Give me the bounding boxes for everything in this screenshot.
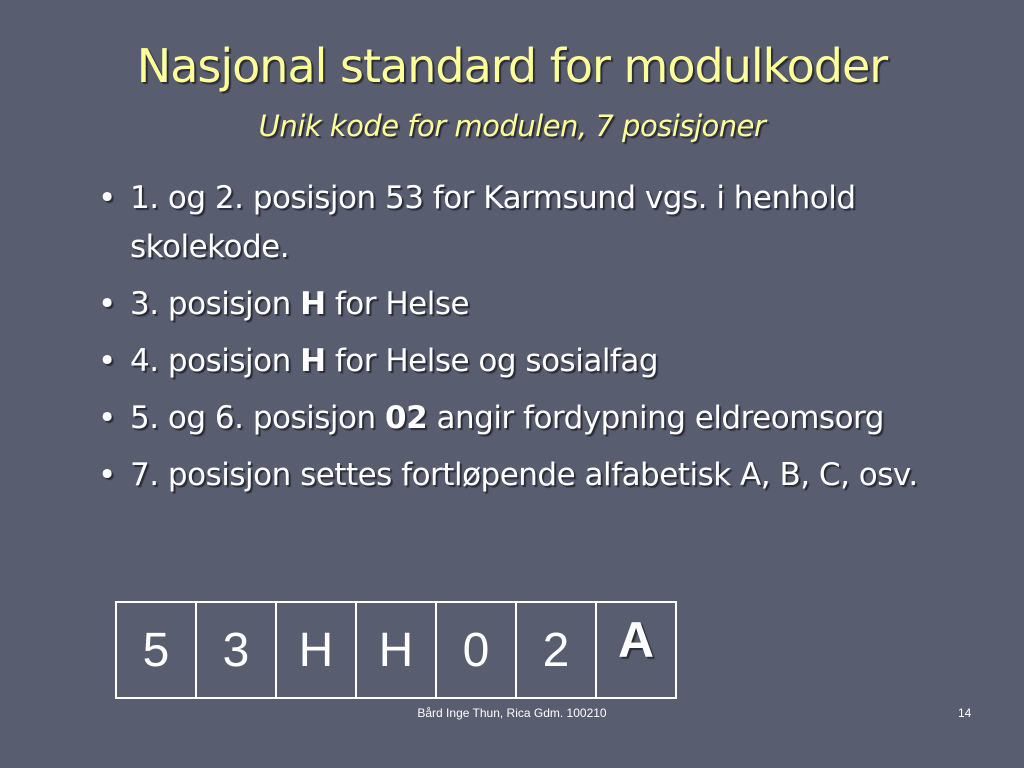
bullet-list bbox=[96, 174, 956, 508]
bullet-text: 4. posisjon bbox=[130, 343, 301, 379]
bullet-text: 1. og 2. posisjon 53 for Karmsund vgs. i henhold skolekode. bbox=[130, 180, 856, 265]
code-cell-3: H bbox=[276, 602, 356, 698]
page-number: 14 bbox=[958, 706, 972, 720]
bullet-text: for Helse og sosialfag bbox=[325, 343, 659, 379]
bullet-icon: • bbox=[98, 286, 116, 322]
bullet-text: 3. posisjon bbox=[130, 286, 301, 322]
bullet-text: for Helse bbox=[325, 286, 470, 322]
code-cell-7: A bbox=[596, 602, 676, 698]
bullet-text: 5. og 6. posisjon bbox=[130, 400, 385, 436]
bullet-item bbox=[96, 394, 956, 443]
bullet-item bbox=[96, 337, 956, 386]
code-cell-2: 3 bbox=[196, 602, 276, 698]
code-cell-4: H bbox=[356, 602, 436, 698]
bullet-icon: • bbox=[98, 400, 116, 436]
slide-subtitle: Unik kode for modulen, 7 posisjoner bbox=[258, 109, 766, 143]
slide-footer: Bård Inge Thun, Rica Gdm. 100210 bbox=[417, 706, 607, 720]
bullet-text: 7. posisjon settes fortløpende alfabetisk A, B, C, osv. bbox=[130, 457, 918, 493]
bullet-text: angir fordypning eldreomsorg bbox=[427, 400, 884, 436]
code-cell-1: 5 bbox=[116, 602, 196, 698]
module-code-table bbox=[115, 601, 677, 699]
bullet-bold-text: H bbox=[300, 343, 326, 379]
code-cell-6: 2 bbox=[516, 602, 596, 698]
code-cell-5: 0 bbox=[436, 602, 516, 698]
bullet-icon: • bbox=[98, 457, 116, 493]
bullet-item bbox=[96, 451, 956, 500]
slide-title: Nasjonal standard for modulkoder bbox=[136, 39, 888, 93]
bullet-icon: • bbox=[98, 343, 116, 379]
bullet-item bbox=[96, 280, 956, 329]
bullet-icon: • bbox=[98, 180, 116, 216]
bullet-bold-text: 02 bbox=[385, 400, 428, 436]
bullet-item bbox=[96, 174, 956, 272]
table-row bbox=[116, 602, 676, 698]
bullet-bold-text: H bbox=[300, 286, 326, 322]
